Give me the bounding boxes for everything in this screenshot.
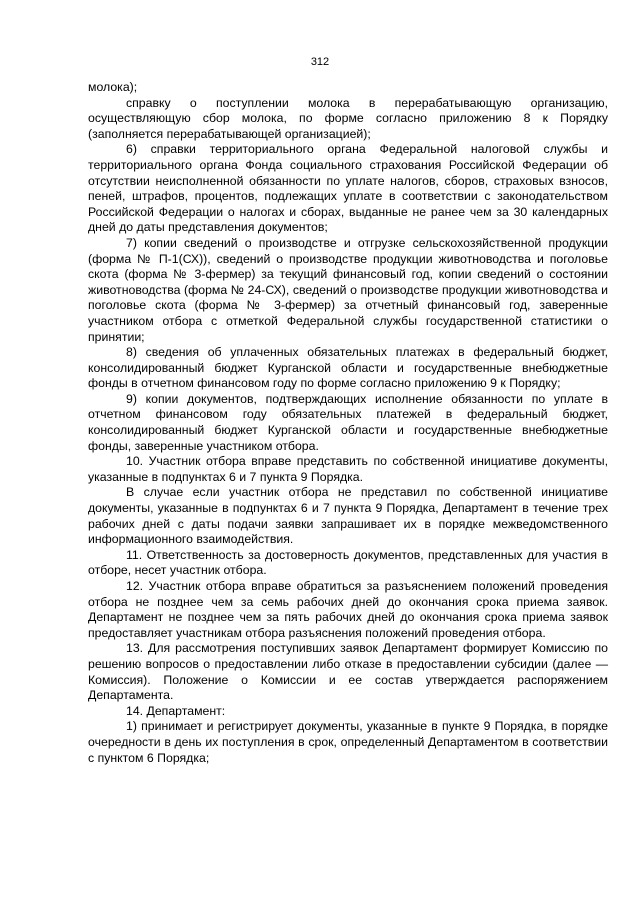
document-body — [88, 80, 608, 766]
paragraph-item-8: 8) сведения об уплаченных обязательных платежах в федеральный бюджет, консолидированный бюджет Курганской области и государственные внебюджетные фонды в отчетном финансовом году по форме согласно приложению 9 к Порядку; — [88, 345, 608, 391]
paragraph-clause-13: 13. Для рассмотрения поступивших заявок Департамент формирует Комиссию по решению вопросов о предоставлении либо отказе в предоставлении субсидии (далее — Комиссия). Положение о Комиссии и ее состав утверждается распоряжением Департамента. — [88, 641, 608, 703]
paragraph-clause-11: 11. Ответственность за достоверность документов, представленных для участия в отборе, несет участник отбора. — [88, 547, 608, 578]
paragraph-item-7: 7) копии сведений о производстве и отгрузке сельскохозяйственной продукции (форма № П-1(СХ)), сведений о производстве продукции животноводства и поголовье скота (форма № 3-фермер) за текущий финансовый год, копии сведений о состоянии животноводства (форма № 24-СХ), сведений о производстве продукции животноводства и поголовье скота (форма № 3-фермер) за отчетный финансовый год, заверенные участником отбора с отметкой Федеральной службы государственной статистики о принятии; — [88, 235, 608, 344]
paragraph-clause-14: 14. Департамент: — [126, 703, 226, 718]
paragraph-clause-14-item-1: 1) принимает и регистрирует документы, указанные в пункте 9 Порядка, в порядке очередности в день их поступления в срок, определенный Департаментом в соответствии с пунктом 6 Порядка; — [88, 719, 608, 765]
paragraph-milk-certificate: справку о поступлении молока в перерабатывающую организацию, осуществляющую сбор молока, по форме согласно приложению 8 к Порядку (заполняется перерабатывающей организацией); — [88, 95, 608, 141]
paragraph-item-6: 6) справки территориального органа Федеральной налоговой службы и территориального органа Фонда социального страхования Российской Федерации об отсутствии неисполненной обязанности по уплате налогов, сборов, страховых взносов, пеней, штрафов, процентов, подлежащих уплате в соответствии с законодательством Российской Федерации о налогах и сборах, выданные не ранее чем за 30 календарных дней до даты представления документов; — [88, 142, 608, 235]
paragraph-item-9: 9) копии документов, подтверждающих исполнение обязанности по уплате в отчетном финансовом году обязательных платежей в федеральный бюджет, консолидированный бюджет Курганской области и государственные внебюджетные фонды, заверенные участником отбора. — [88, 391, 608, 453]
paragraph-clause-12: 12. Участник отбора вправе обратиться за разъяснением положений проведения отбора не позднее чем за семь рабочих дней до окончания срока приема заявок. Департамент не позднее чем за пять рабочих дней до окончания срока приема заявок предоставляет участникам отбора разъяснения положений проведения отбора. — [88, 579, 608, 640]
paragraph-clause-10-continued: В случае если участник отбора не представил по собственной инициативе документы, указанные в подпунктах 6 и 7 пункта 9 Порядка, Департамент в течение трех рабочих дней с даты подачи заявки запрашивает их в порядке межведомственного информационного взаимодействия. — [88, 485, 608, 547]
page-number: 312 — [310, 56, 330, 68]
paragraph-continuation: молока); — [88, 80, 138, 94]
paragraph-clause-10: 10. Участник отбора вправе представить по собственной инициативе документы, указанные в подпунктах 6 и 7 пункта 9 Порядка. — [88, 454, 608, 484]
